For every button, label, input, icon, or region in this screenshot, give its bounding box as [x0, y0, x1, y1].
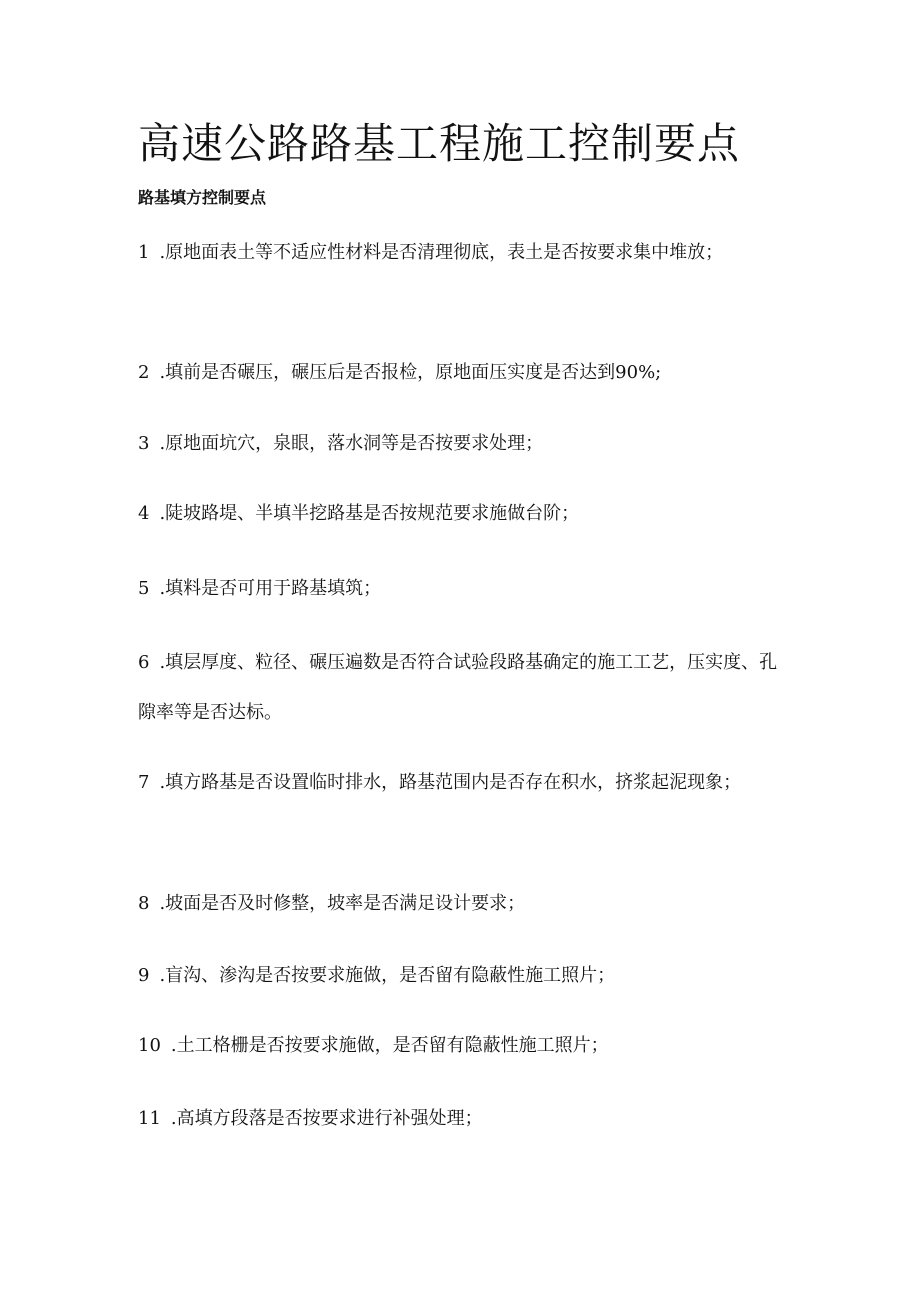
- item-text: .填前是否碾压，碾压后是否报检，原地面压实度是否达到90%;: [159, 362, 662, 383]
- list-item: [138, 419, 783, 469]
- item-number: 6: [138, 652, 150, 673]
- list-item: [138, 1021, 783, 1071]
- item-text: .盲沟、渗沟是否按要求施做，是否留有隐蔽性施工照片；: [159, 965, 616, 986]
- item-text: .填料是否可用于路基填筑；: [159, 578, 382, 599]
- list-item: [138, 564, 783, 614]
- item-number: 11: [138, 1108, 161, 1129]
- list-item: [138, 758, 783, 808]
- list-item: [138, 951, 783, 1001]
- item-number: 10: [138, 1035, 161, 1056]
- item-number: 7: [138, 772, 150, 793]
- item-number: 9: [138, 965, 150, 986]
- document-title: 高速公路路基工程施工控制要点: [138, 119, 741, 168]
- item-text: .土工格栅是否按要求施做，是否留有隐蔽性施工照片；: [170, 1035, 609, 1056]
- item-text: .填层厚度、粒径、碾压遍数是否符合试验段路基确定的施工工艺，压实度、孔隙率等是否达标。: [138, 652, 778, 723]
- item-text: .陡坡路堤、半填半挖路基是否按规范要求施做台阶；: [159, 503, 580, 524]
- item-number: 2: [138, 362, 150, 383]
- list-item: [138, 228, 783, 278]
- list-item: [138, 348, 783, 398]
- list-item: [138, 1094, 783, 1144]
- item-text: .原地面坑穴，泉眼，落水洞等是否按要求处理；: [159, 433, 544, 454]
- item-number: 5: [138, 578, 150, 599]
- item-number: 3: [138, 433, 150, 454]
- item-text: .原地面表土等不适应性材料是否清理彻底，表土是否按要求集中堆放；: [159, 242, 724, 263]
- item-text: .高填方段落是否按要求进行补强处理；: [170, 1108, 483, 1129]
- list-item: [138, 489, 783, 539]
- section-heading: 路基填方控制要点: [138, 188, 267, 207]
- list-item: [138, 638, 783, 738]
- item-text: .填方路基是否设置临时排水，路基范围内是否存在积水，挤浆起泥现象；: [159, 772, 742, 793]
- item-number: 1: [138, 242, 150, 263]
- item-number: 8: [138, 893, 150, 914]
- list-item: [138, 879, 783, 929]
- item-text: .坡面是否及时修整，坡率是否满足设计要求；: [159, 893, 526, 914]
- item-number: 4: [138, 503, 150, 524]
